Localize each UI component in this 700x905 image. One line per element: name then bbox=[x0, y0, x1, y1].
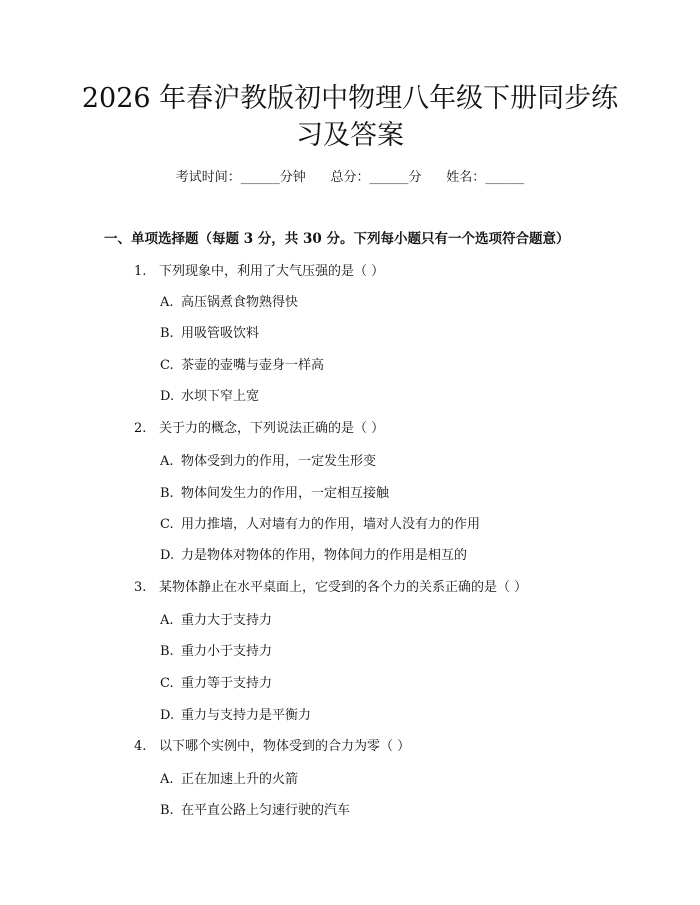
option-text: 正在加速上升的火箭 bbox=[181, 772, 299, 787]
option-letter: B. bbox=[160, 644, 174, 659]
question-1-option-d bbox=[160, 388, 259, 406]
question-4 bbox=[134, 738, 410, 756]
question-text: 某物体静止在水平桌面上，它受到的各个力的关系正确的是（ ） bbox=[159, 580, 528, 595]
question-3-option-d bbox=[160, 707, 311, 725]
question-2 bbox=[134, 420, 384, 438]
question-text: 下列现象中，利用了大气压强的是（ ） bbox=[159, 264, 385, 279]
question-1-option-c bbox=[160, 357, 324, 375]
question-text: 关于力的概念，下列说法正确的是（ ） bbox=[159, 421, 385, 436]
option-letter: C. bbox=[160, 358, 174, 373]
option-letter: C. bbox=[160, 676, 174, 691]
option-letter: B. bbox=[160, 326, 174, 341]
option-text: 物体间发生力的作用，一定相互接触 bbox=[181, 486, 390, 501]
option-text: 重力大于支持力 bbox=[181, 613, 273, 628]
option-letter: C. bbox=[160, 517, 174, 532]
option-text: 重力与支持力是平衡力 bbox=[181, 708, 312, 723]
question-3-option-a bbox=[160, 612, 272, 630]
question-3-option-c bbox=[160, 675, 272, 693]
option-text: 重力小于支持力 bbox=[181, 644, 273, 659]
question-2-option-b bbox=[160, 485, 389, 503]
option-text: 用力推墙，人对墙有力的作用，墙对人没有力的作用 bbox=[181, 517, 481, 532]
section-heading: 一、单项选择题（每题 3 分，共 30 分。下列每小题只有一个选项符合题意） bbox=[104, 231, 570, 247]
question-2-option-c bbox=[160, 516, 480, 534]
option-letter: B. bbox=[160, 486, 174, 501]
exam-info-line: 考试时间：______分钟 总分：______分 姓名：______ bbox=[175, 170, 525, 185]
option-text: 在平直公路上匀速行驶的汽车 bbox=[181, 803, 351, 818]
question-4-option-a bbox=[160, 771, 298, 789]
question-3 bbox=[134, 579, 527, 597]
question-2-option-a bbox=[160, 453, 376, 471]
question-1-option-a bbox=[160, 294, 298, 312]
option-letter: D. bbox=[160, 548, 175, 563]
question-1-option-b bbox=[160, 325, 259, 343]
question-number: 1. bbox=[134, 264, 147, 279]
option-letter: B. bbox=[160, 803, 174, 818]
option-text: 力是物体对物体的作用，物体间力的作用是相互的 bbox=[181, 548, 468, 563]
option-text: 高压锅煮食物熟得快 bbox=[181, 295, 299, 310]
question-number: 4. bbox=[134, 739, 147, 754]
document-title-line-2: 习及答案 bbox=[296, 120, 404, 151]
option-text: 物体受到力的作用，一定发生形变 bbox=[181, 454, 377, 469]
option-letter: A. bbox=[160, 454, 174, 469]
option-text: 茶壶的壶嘴与壶身一样高 bbox=[181, 358, 325, 373]
question-4-option-b bbox=[160, 802, 350, 820]
document-title-line-1: 2026 年春沪教版初中物理八年级下册同步练 bbox=[81, 83, 619, 114]
option-text: 用吸管吸饮料 bbox=[181, 326, 260, 341]
option-letter: A. bbox=[160, 772, 174, 787]
option-text: 重力等于支持力 bbox=[181, 676, 273, 691]
option-letter: A. bbox=[160, 295, 174, 310]
question-number: 3. bbox=[134, 580, 147, 595]
question-2-option-d bbox=[160, 547, 467, 565]
option-letter: A. bbox=[160, 613, 174, 628]
option-text: 水坝下窄上宽 bbox=[181, 389, 260, 404]
question-number: 2. bbox=[134, 421, 147, 436]
option-letter: D. bbox=[160, 708, 175, 723]
question-3-option-b bbox=[160, 643, 272, 661]
question-1 bbox=[134, 263, 384, 281]
option-letter: D. bbox=[160, 389, 175, 404]
question-text: 以下哪个实例中，物体受到的合力为零（ ） bbox=[159, 739, 411, 754]
